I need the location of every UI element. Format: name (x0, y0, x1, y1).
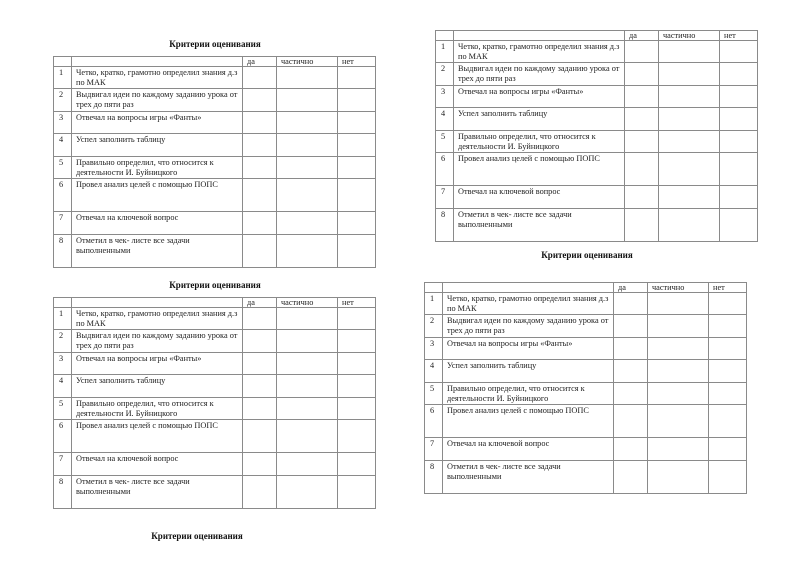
table-row (54, 476, 376, 509)
mark-cell-yes[interactable] (614, 461, 648, 494)
table-row (54, 235, 376, 268)
mark-cell-partial[interactable] (659, 131, 720, 153)
row-number: 2 (54, 330, 72, 353)
mark-cell-partial[interactable] (659, 153, 720, 186)
mark-cell-partial[interactable] (277, 179, 338, 212)
header-row (54, 298, 376, 308)
table-row (436, 186, 758, 209)
header-cell-empty (443, 283, 614, 293)
mark-cell-yes[interactable] (614, 383, 648, 405)
mark-cell-partial[interactable] (648, 461, 709, 494)
mark-cell-no[interactable] (338, 179, 376, 212)
mark-cell-partial[interactable] (277, 112, 338, 134)
table-row (436, 108, 758, 131)
row-number: 2 (425, 315, 443, 338)
criterion-text: Отметил в чек- листе все задачи выполненными (454, 209, 625, 242)
mark-cell-yes[interactable] (625, 63, 659, 86)
table-row (54, 330, 376, 353)
mark-cell-no[interactable] (338, 420, 376, 453)
table-row (436, 86, 758, 108)
mark-cell-partial[interactable] (648, 315, 709, 338)
mark-cell-partial[interactable] (659, 41, 720, 63)
title-mid-left: Критерии оценивания (169, 280, 261, 290)
header-row (436, 31, 758, 41)
header-cell-empty (454, 31, 625, 41)
mark-cell-yes[interactable] (614, 338, 648, 360)
criterion-text: Отвечал на ключевой вопрос (72, 212, 243, 235)
row-number: 8 (425, 461, 443, 494)
table-row (425, 405, 747, 438)
criteria-table-top-left (53, 56, 376, 268)
header-cell: да (614, 283, 648, 293)
mark-cell-yes[interactable] (243, 112, 277, 134)
criterion-text: Успел заполнить таблицу (443, 360, 614, 383)
criterion-text: Правильно определил, что относится к деятельности И. Буйницкого (443, 383, 614, 405)
table-row (54, 212, 376, 235)
mark-cell-yes[interactable] (243, 375, 277, 398)
table-row (425, 461, 747, 494)
header-cell: нет (720, 31, 758, 41)
mark-cell-no[interactable] (720, 86, 758, 108)
criterion-text: Правильно определил, что относится к деятельности И. Буйницкого (454, 131, 625, 153)
mark-cell-partial[interactable] (277, 308, 338, 330)
criterion-text: Успел заполнить таблицу (72, 134, 243, 157)
mark-cell-partial[interactable] (648, 383, 709, 405)
criterion-text: Провел анализ целей с помощью ПОПС (72, 420, 243, 453)
criterion-text: Отвечал на ключевой вопрос (443, 438, 614, 461)
mark-cell-partial[interactable] (648, 438, 709, 461)
mark-cell-yes[interactable] (243, 353, 277, 375)
mark-cell-no[interactable] (720, 153, 758, 186)
criteria-table-bottom-left (53, 297, 376, 509)
criterion-text: Правильно определил, что относится к деятельности И. Буйницкого (72, 157, 243, 179)
mark-cell-no[interactable] (709, 383, 747, 405)
mark-cell-yes[interactable] (243, 67, 277, 89)
criterion-text: Четко, кратко, грамотно определил знания д.з по МАК (72, 67, 243, 89)
header-cell: нет (709, 283, 747, 293)
header-cell: частично (277, 298, 338, 308)
mark-cell-no[interactable] (720, 186, 758, 209)
row-number: 4 (54, 375, 72, 398)
criterion-text: Выдвигал идеи по каждому заданию урока от трех до пяти раз (443, 315, 614, 338)
mark-cell-partial[interactable] (659, 63, 720, 86)
mark-cell-yes[interactable] (625, 41, 659, 63)
mark-cell-partial[interactable] (659, 108, 720, 131)
title-mid-right: Критерии оценивания (541, 250, 633, 260)
criterion-text: Четко, кратко, грамотно определил знания д.з по МАК (443, 293, 614, 315)
row-number: 6 (54, 420, 72, 453)
criterion-text: Отвечал на вопросы игры «Фанты» (454, 86, 625, 108)
mark-cell-no[interactable] (720, 108, 758, 131)
mark-cell-yes[interactable] (243, 134, 277, 157)
mark-cell-partial[interactable] (659, 86, 720, 108)
mark-cell-no[interactable] (338, 89, 376, 112)
header-cell: частично (648, 283, 709, 293)
criterion-text: Выдвигал идеи по каждому заданию урока от трех до пяти раз (72, 89, 243, 112)
row-number: 7 (436, 186, 454, 209)
table-row (54, 179, 376, 212)
criterion-text: Успел заполнить таблицу (72, 375, 243, 398)
table-row (425, 438, 747, 461)
table-row (54, 353, 376, 375)
header-cell-empty (54, 57, 72, 67)
mark-cell-partial[interactable] (277, 134, 338, 157)
row-number: 1 (54, 308, 72, 330)
row-number: 3 (436, 86, 454, 108)
title-bottom-left: Критерии оценивания (151, 531, 243, 541)
mark-cell-partial[interactable] (277, 398, 338, 420)
header-cell-empty (425, 283, 443, 293)
row-number: 3 (425, 338, 443, 360)
mark-cell-no[interactable] (709, 360, 747, 383)
row-number: 8 (54, 476, 72, 509)
table-row (425, 293, 747, 315)
criterion-text: Провел анализ целей с помощью ПОПС (443, 405, 614, 438)
mark-cell-yes[interactable] (243, 420, 277, 453)
table-row (54, 375, 376, 398)
mark-cell-no[interactable] (338, 375, 376, 398)
table-row (425, 360, 747, 383)
mark-cell-no[interactable] (709, 315, 747, 338)
table-row (436, 153, 758, 186)
mark-cell-no[interactable] (720, 41, 758, 63)
mark-cell-yes[interactable] (243, 212, 277, 235)
mark-cell-no[interactable] (338, 134, 376, 157)
criterion-text: Провел анализ целей с помощью ПОПС (454, 153, 625, 186)
mark-cell-no[interactable] (709, 293, 747, 315)
mark-cell-partial[interactable] (659, 209, 720, 242)
row-number: 2 (436, 63, 454, 86)
criterion-text: Правильно определил, что относится к деятельности И. Буйницкого (72, 398, 243, 420)
table-row (54, 398, 376, 420)
mark-cell-yes[interactable] (614, 438, 648, 461)
mark-cell-no[interactable] (338, 476, 376, 509)
table-row (54, 453, 376, 476)
header-cell: да (243, 298, 277, 308)
mark-cell-no[interactable] (720, 209, 758, 242)
header-cell-empty (72, 298, 243, 308)
row-number: 6 (436, 153, 454, 186)
criterion-text: Отметил в чек- листе все задачи выполненными (72, 235, 243, 268)
row-number: 1 (425, 293, 443, 315)
table-row (436, 63, 758, 86)
criterion-text: Выдвигал идеи по каждому заданию урока от трех до пяти раз (72, 330, 243, 353)
mark-cell-no[interactable] (338, 308, 376, 330)
mark-cell-no[interactable] (709, 461, 747, 494)
mark-cell-yes[interactable] (243, 453, 277, 476)
table-row (54, 112, 376, 134)
mark-cell-yes[interactable] (625, 186, 659, 209)
mark-cell-no[interactable] (709, 405, 747, 438)
table-row (436, 41, 758, 63)
mark-cell-partial[interactable] (277, 157, 338, 179)
mark-cell-partial[interactable] (277, 375, 338, 398)
mark-cell-yes[interactable] (243, 179, 277, 212)
criterion-text: Четко, кратко, грамотно определил знания д.з по МАК (72, 308, 243, 330)
criterion-text: Отвечал на вопросы игры «Фанты» (72, 353, 243, 375)
mark-cell-partial[interactable] (659, 186, 720, 209)
mark-cell-no[interactable] (338, 67, 376, 89)
table-row (54, 134, 376, 157)
header-cell-empty (54, 298, 72, 308)
criterion-text: Отвечал на вопросы игры «Фанты» (72, 112, 243, 134)
row-number: 7 (425, 438, 443, 461)
criteria-table-top-right (435, 30, 758, 242)
header-cell-empty (436, 31, 454, 41)
header-cell: частично (659, 31, 720, 41)
mark-cell-no[interactable] (338, 353, 376, 375)
table-row (54, 157, 376, 179)
row-number: 1 (54, 67, 72, 89)
row-number: 3 (54, 353, 72, 375)
mark-cell-no[interactable] (720, 131, 758, 153)
table-row (425, 315, 747, 338)
table-row (425, 383, 747, 405)
mark-cell-yes[interactable] (614, 360, 648, 383)
mark-cell-yes[interactable] (625, 86, 659, 108)
mark-cell-yes[interactable] (614, 405, 648, 438)
row-number: 4 (425, 360, 443, 383)
criterion-text: Отвечал на вопросы игры «Фанты» (443, 338, 614, 360)
mark-cell-yes[interactable] (243, 157, 277, 179)
mark-cell-partial[interactable] (277, 476, 338, 509)
table-row (54, 89, 376, 112)
mark-cell-partial[interactable] (277, 212, 338, 235)
header-cell: нет (338, 57, 376, 67)
mark-cell-yes[interactable] (625, 153, 659, 186)
header-row (54, 57, 376, 67)
mark-cell-yes[interactable] (625, 209, 659, 242)
title-top-left: Критерии оценивания (169, 39, 261, 49)
criterion-text: Четко, кратко, грамотно определил знания д.з по МАК (454, 41, 625, 63)
row-number: 3 (54, 112, 72, 134)
criterion-text: Провел анализ целей с помощью ПОПС (72, 179, 243, 212)
table-row (425, 338, 747, 360)
table-row (436, 131, 758, 153)
header-cell: нет (338, 298, 376, 308)
mark-cell-yes[interactable] (243, 235, 277, 268)
header-cell: да (625, 31, 659, 41)
table-row (54, 67, 376, 89)
row-number: 8 (436, 209, 454, 242)
row-number: 5 (436, 131, 454, 153)
criterion-text: Отвечал на ключевой вопрос (72, 453, 243, 476)
mark-cell-no[interactable] (338, 235, 376, 268)
mark-cell-partial[interactable] (277, 353, 338, 375)
mark-cell-yes[interactable] (614, 293, 648, 315)
header-cell: да (243, 57, 277, 67)
row-number: 7 (54, 453, 72, 476)
row-number: 7 (54, 212, 72, 235)
table-row (54, 308, 376, 330)
header-row (425, 283, 747, 293)
criteria-table-bottom-right (424, 282, 747, 494)
mark-cell-partial[interactable] (648, 360, 709, 383)
row-number: 8 (54, 235, 72, 268)
mark-cell-no[interactable] (338, 112, 376, 134)
row-number: 1 (436, 41, 454, 63)
header-cell-empty (72, 57, 243, 67)
mark-cell-no[interactable] (338, 330, 376, 353)
mark-cell-no[interactable] (720, 63, 758, 86)
mark-cell-yes[interactable] (243, 308, 277, 330)
row-number: 2 (54, 89, 72, 112)
mark-cell-partial[interactable] (277, 420, 338, 453)
row-number: 5 (54, 157, 72, 179)
row-number: 5 (425, 383, 443, 405)
mark-cell-yes[interactable] (614, 315, 648, 338)
mark-cell-no[interactable] (338, 398, 376, 420)
mark-cell-partial[interactable] (648, 293, 709, 315)
mark-cell-partial[interactable] (277, 235, 338, 268)
mark-cell-partial[interactable] (277, 453, 338, 476)
mark-cell-partial[interactable] (277, 330, 338, 353)
mark-cell-yes[interactable] (625, 108, 659, 131)
mark-cell-partial[interactable] (648, 405, 709, 438)
criterion-text: Отвечал на ключевой вопрос (454, 186, 625, 209)
mark-cell-yes[interactable] (625, 131, 659, 153)
mark-cell-yes[interactable] (243, 89, 277, 112)
criterion-text: Отметил в чек- листе все задачи выполненными (443, 461, 614, 494)
mark-cell-no[interactable] (709, 438, 747, 461)
header-cell: частично (277, 57, 338, 67)
mark-cell-partial[interactable] (648, 338, 709, 360)
row-number: 5 (54, 398, 72, 420)
row-number: 6 (54, 179, 72, 212)
criterion-text: Успел заполнить таблицу (454, 108, 625, 131)
mark-cell-no[interactable] (338, 453, 376, 476)
row-number: 4 (54, 134, 72, 157)
mark-cell-no[interactable] (709, 338, 747, 360)
row-number: 4 (436, 108, 454, 131)
row-number: 6 (425, 405, 443, 438)
table-row (54, 420, 376, 453)
mark-cell-partial[interactable] (277, 89, 338, 112)
mark-cell-yes[interactable] (243, 476, 277, 509)
mark-cell-no[interactable] (338, 157, 376, 179)
mark-cell-no[interactable] (338, 212, 376, 235)
mark-cell-yes[interactable] (243, 330, 277, 353)
criterion-text: Отметил в чек- листе все задачи выполненными (72, 476, 243, 509)
mark-cell-yes[interactable] (243, 398, 277, 420)
criterion-text: Выдвигал идеи по каждому заданию урока от трех до пяти раз (454, 63, 625, 86)
mark-cell-partial[interactable] (277, 67, 338, 89)
table-row (436, 209, 758, 242)
